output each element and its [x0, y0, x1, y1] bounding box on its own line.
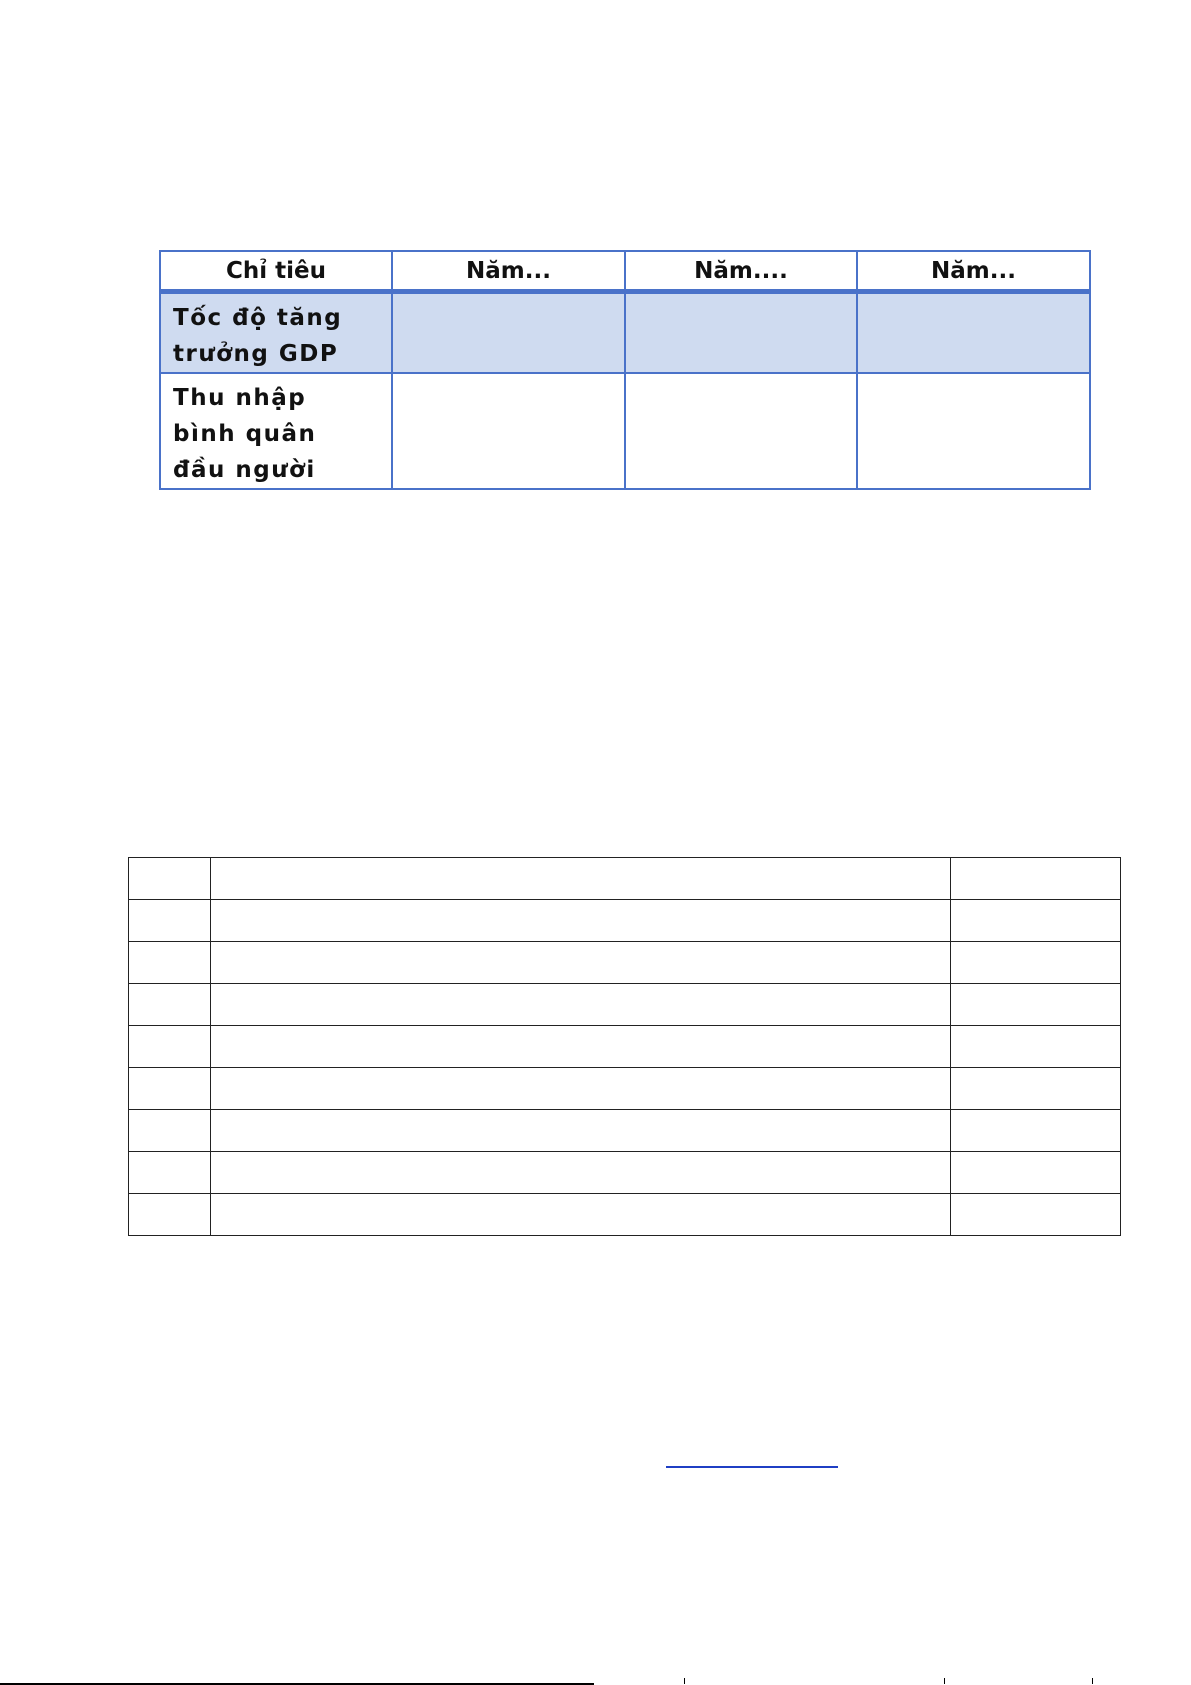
grid-cell[interactable]	[129, 1110, 211, 1152]
grid-cell[interactable]	[951, 1194, 1121, 1236]
grid-row	[129, 1194, 1121, 1236]
grid-row	[129, 858, 1121, 900]
grid-cell[interactable]	[129, 984, 211, 1026]
grid-cell[interactable]	[129, 858, 211, 900]
header-indicator: Chỉ tiêu	[160, 251, 392, 292]
row-gdp-growth	[160, 292, 1090, 374]
blank-grid-table	[128, 857, 1121, 1236]
footer-tick-mark	[1092, 1678, 1093, 1684]
label-line: trưởng GDP	[173, 341, 339, 367]
grid-cell[interactable]	[129, 900, 211, 942]
grid-cell[interactable]	[211, 1194, 951, 1236]
label-line: bình quân	[173, 421, 317, 447]
grid-cell[interactable]	[129, 942, 211, 984]
grid-cell[interactable]	[951, 984, 1121, 1026]
grid-cell[interactable]	[211, 984, 951, 1026]
grid-row	[129, 984, 1121, 1026]
income-year-1[interactable]	[392, 373, 625, 489]
grid-cell[interactable]	[951, 900, 1121, 942]
footer-tick-mark	[684, 1678, 685, 1684]
income-year-3[interactable]	[857, 373, 1090, 489]
grid-cell[interactable]	[129, 1152, 211, 1194]
grid-row	[129, 1068, 1121, 1110]
header-year-2: Năm....	[625, 251, 857, 292]
grid-cell[interactable]	[129, 1194, 211, 1236]
label-gdp-growth	[160, 292, 392, 374]
footer-tick-mark	[944, 1678, 945, 1684]
gdp-growth-year-2[interactable]	[625, 292, 857, 374]
grid-row	[129, 1110, 1121, 1152]
grid-cell[interactable]	[211, 1110, 951, 1152]
grid-cell[interactable]	[951, 1026, 1121, 1068]
label-line: Tốc độ tăng	[173, 305, 343, 331]
grid-row	[129, 900, 1121, 942]
row-income-per-capita	[160, 373, 1090, 489]
blank-grid-body	[129, 858, 1121, 1236]
grid-row	[129, 1026, 1121, 1068]
label-income-per-capita	[160, 373, 392, 489]
income-year-2[interactable]	[625, 373, 857, 489]
indicator-header-row	[160, 251, 1090, 292]
grid-cell[interactable]	[951, 1068, 1121, 1110]
grid-row	[129, 1152, 1121, 1194]
grid-cell[interactable]	[129, 1068, 211, 1110]
grid-cell[interactable]	[211, 942, 951, 984]
grid-cell[interactable]	[951, 1110, 1121, 1152]
grid-cell[interactable]	[211, 858, 951, 900]
indicator-table	[159, 250, 1091, 490]
link-underline	[666, 1466, 838, 1468]
grid-cell[interactable]	[129, 1026, 211, 1068]
header-year-3: Năm...	[857, 251, 1090, 292]
gdp-growth-year-3[interactable]	[857, 292, 1090, 374]
grid-cell[interactable]	[211, 1026, 951, 1068]
grid-cell[interactable]	[211, 1152, 951, 1194]
header-year-1: Năm...	[392, 251, 625, 292]
grid-cell[interactable]	[951, 858, 1121, 900]
grid-row	[129, 942, 1121, 984]
gdp-growth-year-1[interactable]	[392, 292, 625, 374]
grid-cell[interactable]	[211, 1068, 951, 1110]
grid-cell[interactable]	[211, 900, 951, 942]
grid-cell[interactable]	[951, 942, 1121, 984]
grid-cell[interactable]	[951, 1152, 1121, 1194]
label-line: đầu người	[173, 457, 316, 483]
label-line: Thu nhập	[173, 385, 307, 411]
